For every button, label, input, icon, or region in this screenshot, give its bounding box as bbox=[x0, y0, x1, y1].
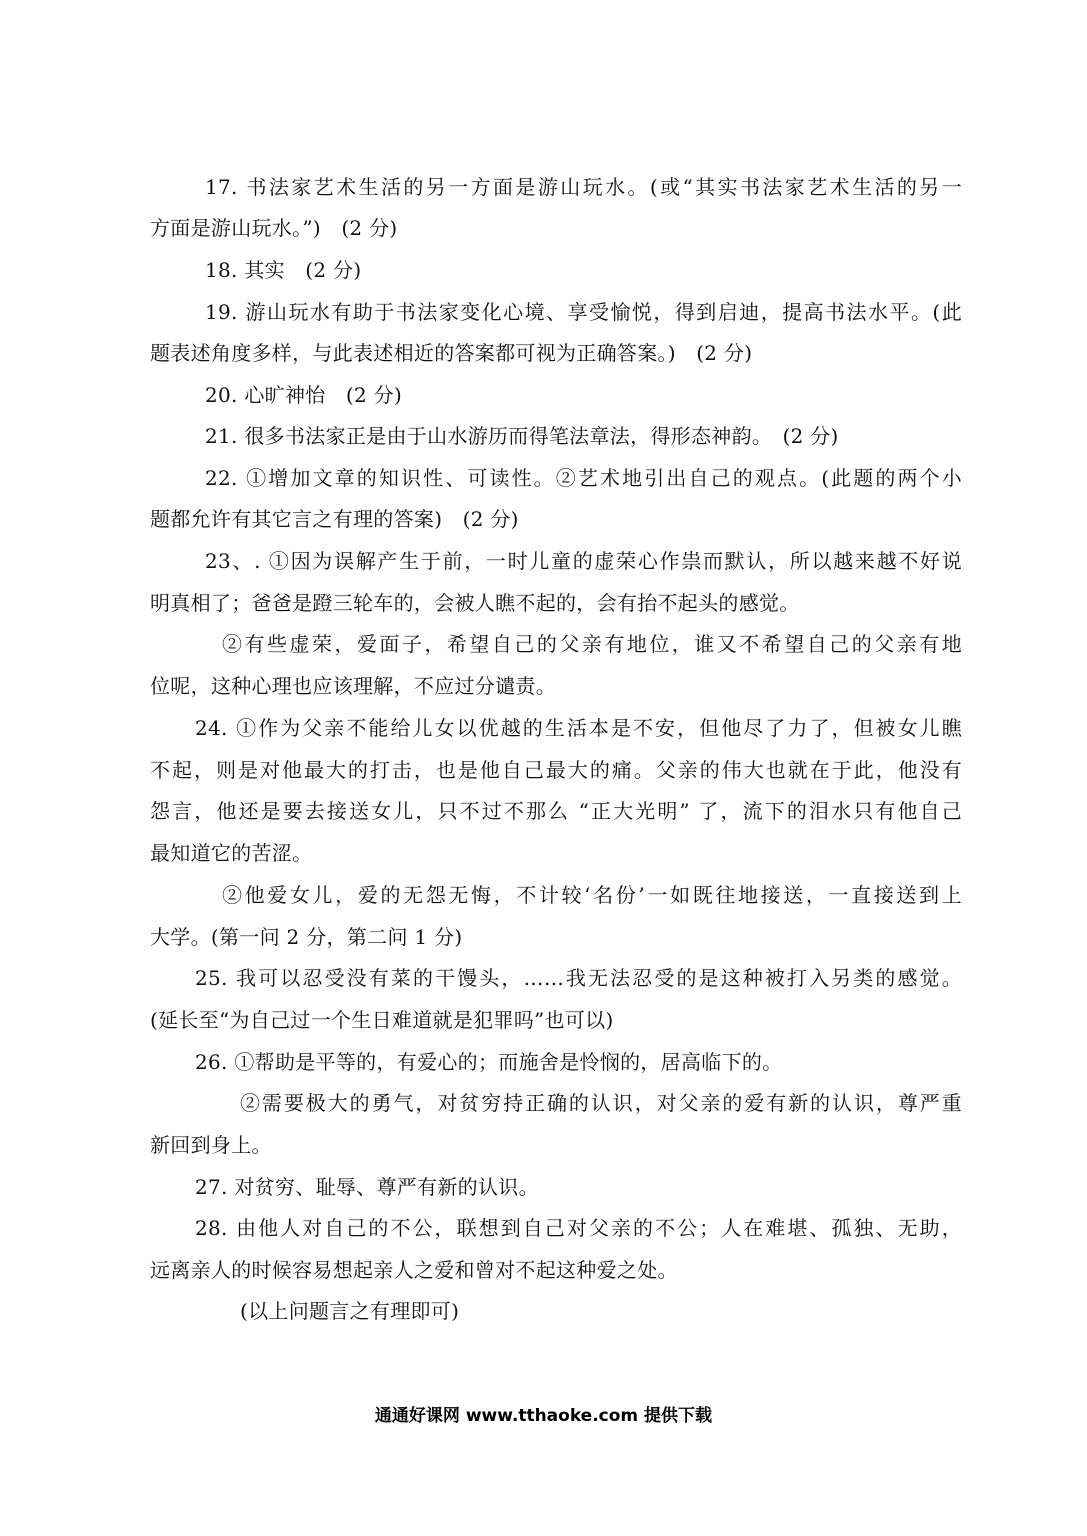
answer-24-line-1: 24. ①作为父亲不能给儿女以优越的生活本是不安，但他尽了力了，但被女儿瞧 bbox=[195, 716, 962, 740]
answer-25-line-1: 25. 我可以忍受没有菜的干馒头，……我无法忍受的是这种被打入另类的感觉。 bbox=[195, 966, 962, 990]
answer-19-line-1: 19. 游山玩水有助于书法家变化心境、享受愉悦，得到启迪，提高书法水平。(此 bbox=[205, 300, 962, 324]
answer-23-line-2: 明真相了；爸爸是蹬三轮车的，会被人瞧不起的，会有抬不起头的感觉。 bbox=[150, 591, 800, 615]
answer-17-line-1: 17. 书法家艺术生活的另一方面是游山玩水。(或“其实书法家艺术生活的另一 bbox=[205, 175, 962, 199]
closing-note: (以上问题言之有理即可) bbox=[240, 1299, 460, 1323]
answer-26-line-2: ②需要极大的勇气，对贫穷持正确的认识，对父亲的爱有新的认识，尊严重 bbox=[240, 1091, 962, 1115]
answer-22-line-1: 22. ①增加文章的知识性、可读性。②艺术地引出自己的观点。(此题的两个小 bbox=[205, 466, 962, 490]
answer-19-line-2: 题表述角度多样，与此表述相近的答案都可视为正确答案。) (2 分) bbox=[150, 341, 753, 365]
answer-26-line-1: 26. ①帮助是平等的，有爱心的；而施舍是怜悯的，居高临下的。 bbox=[195, 1050, 783, 1074]
answer-24-line-5: ②他爱女儿，爱的无怨无悔，不计较‘名份’一如既往地接送，一直接送到上 bbox=[222, 883, 962, 907]
answer-24-line-3: 怨言，他还是要去接送女儿，只不过不那么 “正大光明” 了，流下的泪水只有他自己 bbox=[150, 799, 962, 823]
answer-26-line-3: 新回到身上。 bbox=[150, 1133, 272, 1157]
answer-17-line-2: 方面是游山玩水。”) (2 分) bbox=[150, 216, 398, 240]
answer-28-line-1: 28. 由他人对自己的不公，联想到自己对父亲的不公；人在难堪、孤独、无助， bbox=[195, 1216, 962, 1240]
answer-25-line-2: (延长至“为自己过一个生日难道就是犯罪吗”也可以) bbox=[150, 1008, 614, 1032]
answer-23-line-3: ②有些虚荣，爱面子，希望自己的父亲有地位，谁又不希望自己的父亲有地 bbox=[222, 632, 962, 656]
footer-source: 通通好课网 www.tthaoke.com 提供下载 bbox=[374, 1406, 713, 1426]
answer-18: 18. 其实 (2 分) bbox=[205, 258, 362, 282]
answer-23-line-4: 位呢，这种心理也应该理解，不应过分谴责。 bbox=[150, 674, 556, 698]
answer-22-line-2: 题都允许有其它言之有理的答案) (2 分) bbox=[150, 507, 519, 531]
answer-24-line-4: 最知道它的苦涩。 bbox=[150, 841, 313, 865]
answer-24-line-6: 大学。(第一问 2 分，第二问 1 分) bbox=[150, 925, 463, 949]
answer-21: 21. 很多书法家正是由于山水游历而得笔法章法，得形态神韵。 (2 分) bbox=[205, 424, 839, 448]
answer-27: 27. 对贫穷、耻辱、尊严有新的认识。 bbox=[195, 1175, 539, 1199]
answer-28-line-2: 远离亲人的时候容易想起亲人之爱和曾对不起这种爱之处。 bbox=[150, 1258, 678, 1282]
answer-20: 20. 心旷神怡 (2 分) bbox=[205, 383, 403, 407]
answer-24-line-2: 不起，则是对他最大的打击，也是他自己最大的痛。父亲的伟大也就在于此，他没有 bbox=[150, 758, 962, 782]
answer-23-line-1: 23、. ①因为误解产生于前，一时儿童的虚荣心作祟而默认，所以越来越不好说 bbox=[205, 549, 962, 573]
